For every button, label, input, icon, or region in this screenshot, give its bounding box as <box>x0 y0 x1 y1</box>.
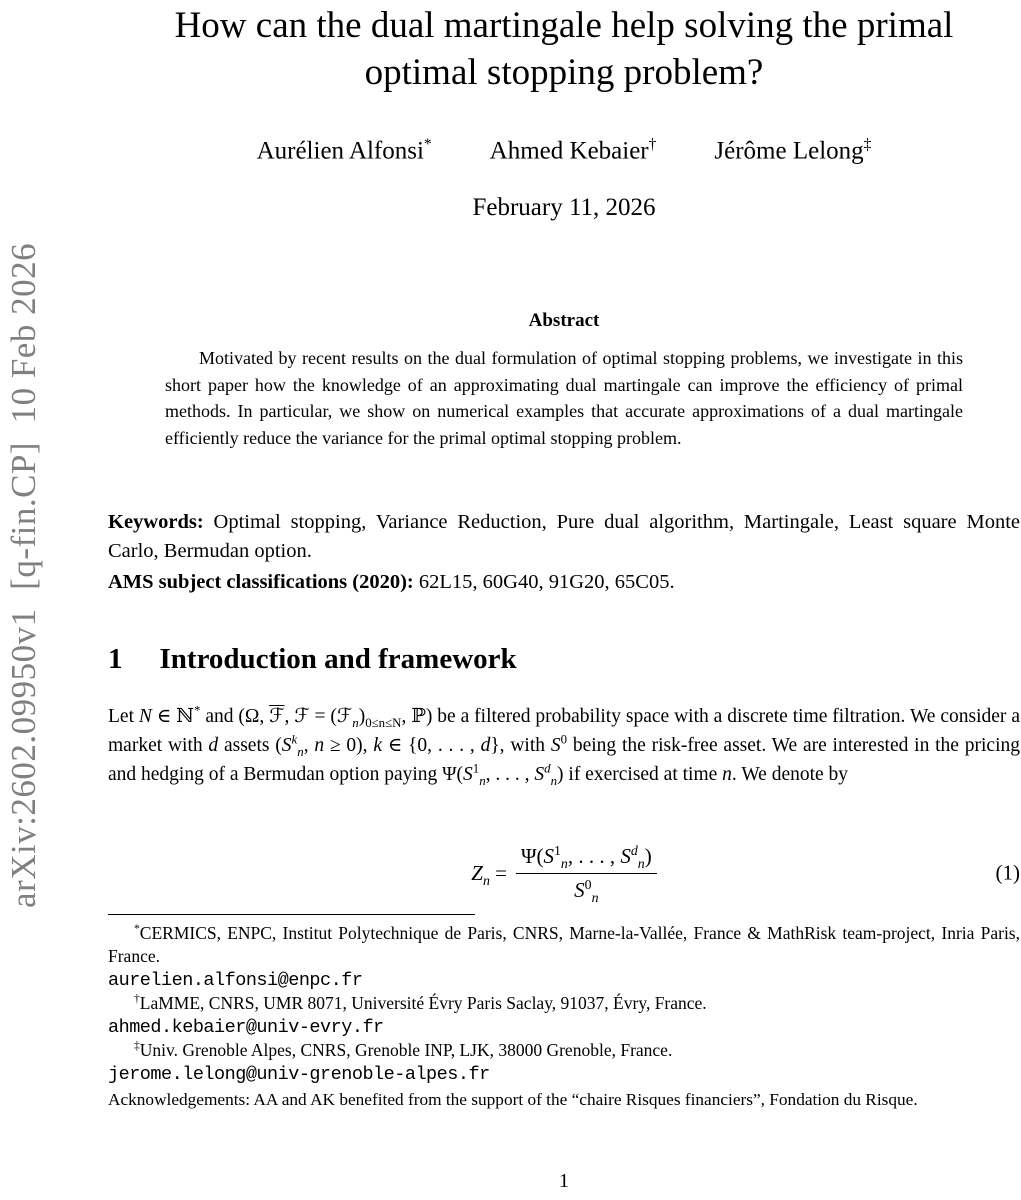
abstract-heading: Abstract <box>528 310 600 332</box>
equation <box>108 838 1020 908</box>
footnote-marker: ‡ <box>134 1040 140 1053</box>
page-number: 1 <box>559 1170 569 1192</box>
section-heading <box>108 641 1020 677</box>
footnotes <box>108 922 1020 1111</box>
footnote-text: LaMME, CNRS, UMR 8071, Université Évry Paris Saclay, 91037, Évry, France. <box>139 993 707 1014</box>
footnote-marker: * <box>134 923 140 936</box>
author-name: Jérôme Lelong <box>714 137 864 165</box>
author-marker: * <box>423 136 432 153</box>
footnote-marker: † <box>134 993 140 1006</box>
author-marker: ‡ <box>863 136 872 153</box>
section-title: Introduction and framework <box>159 643 517 676</box>
footnote-text: CERMICS, ENPC, Institut Polytechnique de Paris, CNRS, Marne-la-Vallée, France & MathRisk team-project, Inria Paris, France. <box>108 923 1020 967</box>
keywords-text: Optimal stopping, Variance Reduction, Pure dual algorithm, Martingale, Least square Monte Carlo, Bermudan option. <box>108 511 1020 563</box>
author-name: Ahmed Kebaier <box>489 137 649 165</box>
paper-title-line2: optimal stopping problem? <box>364 52 764 93</box>
equation-lhs: $Z_n$ = <box>471 860 507 889</box>
paper-title <box>108 0 1020 96</box>
footnote-rule <box>108 914 475 915</box>
author <box>714 128 871 167</box>
intro-paragraph: Let N ∈ ℕ* and (Ω, ℱ, ℱ = $(ℱ_n)_{0\le n\le N}$, ℙ) be a filtered probability space with a discrete time filtration. We consider a market with d assets ($S^k_n$, n ≥ 0), k ∈ {0, . . . , d}, with $S^0$ being the risk-free asset. We are interested in the pricing and hedging of a Bermudan option paying $\Psi(S^1_n$, . . . , $S^d_n$) if exercised at time n. We denote by <box>108 703 1020 789</box>
keywords-line <box>108 508 1020 566</box>
footnote-email: ahmed.kebaier@univ-evry.fr <box>108 1017 384 1039</box>
acknowledgements: Acknowledgements: AA and AK benefited from the support of the “chaire Risques financiers”, Fondation du Risque. <box>108 1090 918 1110</box>
author-marker: † <box>648 136 657 153</box>
paper-date: February 11, 2026 <box>472 194 656 222</box>
author-list <box>108 128 1020 167</box>
paper-title-line1: How can the dual martingale help solving the primal <box>174 5 954 46</box>
footnote-email: aurelien.alfonsi@enpc.fr <box>108 970 363 992</box>
author <box>490 128 657 167</box>
keywords-label: Keywords: <box>108 511 204 534</box>
author <box>257 128 432 167</box>
ams-label: AMS subject classifications (2020): <box>108 571 414 594</box>
ams-text: 62L15, 60G40, 91G20, 65C05. <box>418 571 675 594</box>
paper-content <box>108 0 1020 1111</box>
footnote-affiliation <box>108 992 1020 1015</box>
footnote-affiliation <box>108 922 1020 968</box>
equation-number: (1) <box>995 860 1020 885</box>
ams-line <box>108 568 1020 597</box>
footnote-affiliation <box>108 1039 1020 1062</box>
author-name: Aurélien Alfonsi <box>256 137 424 165</box>
abstract-text: Motivated by recent results on the dual formulation of optimal stopping problems, we investigate in this short paper how the knowledge of an approximating dual martingale can improve the efficiency of primal methods. In particular, we show on numerical examples that accurate approximations of a dual martingale efficiently reduce the variance for the primal optimal stopping problem. <box>165 348 963 448</box>
footnote-text: Univ. Grenoble Alpes, CNRS, Grenoble INP, LJK, 38000 Grenoble, France. <box>139 1040 673 1061</box>
equation-fraction <box>516 842 657 906</box>
arxiv-watermark: arXiv:2602.09950v1 [q-fin.CP] 10 Feb 2026 <box>4 242 43 908</box>
fraction-numerator: $\Psi(S^1_n$, . . . , $S^d_n$) <box>516 844 657 874</box>
fraction-denominator: $S^0_n$ <box>574 876 599 906</box>
section-number: 1 <box>108 643 123 676</box>
footnote-email: jerome.lelong@univ-grenoble-alpes.fr <box>108 1064 490 1086</box>
